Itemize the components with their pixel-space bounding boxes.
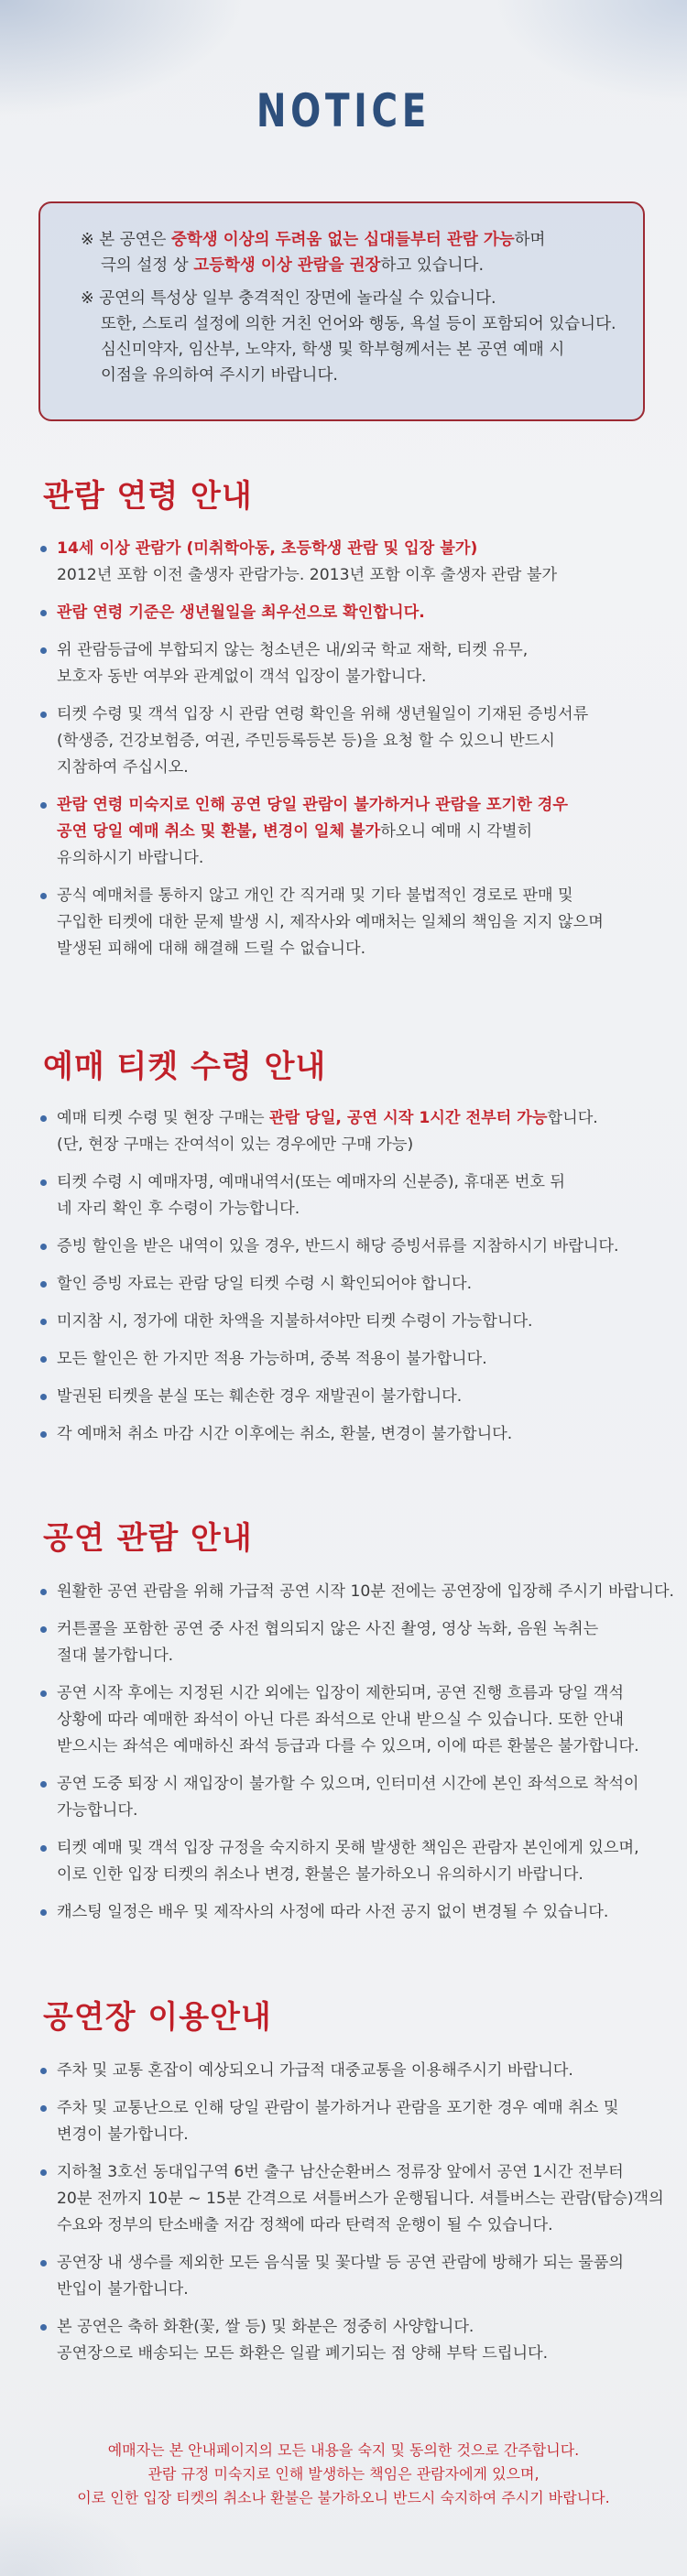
bullet-icon: [40, 2169, 47, 2176]
bullet-icon: [40, 1281, 47, 1288]
bullet-icon: [40, 2068, 47, 2074]
ticket-list: [38, 1105, 671, 1459]
bullet-icon: [40, 546, 47, 552]
bullet-icon: [40, 1589, 47, 1595]
notice-item-age: ※ 본 공연은 중학생 이상의 두려움 없는 십대들부터 관람 가능하며 극의 설정 상 고등학생 이상 관람을 권장하고 있습니다.: [81, 231, 546, 275]
bullet-icon: [40, 2105, 47, 2112]
list-item: 각 예매처 취소 마감 시간 이후에는 취소, 환불, 변경이 불가합니다.: [38, 1421, 671, 1448]
list-item: 주차 및 교통난으로 인해 당일 관람이 불가하거나 관람을 포기한 경우 예매 취소 및 변경이 불가합니다.: [38, 2095, 671, 2148]
bullet-icon: [40, 1179, 47, 1186]
bullet-icon: [40, 893, 47, 899]
list-item: 캐스팅 일정은 배우 및 제작사의 사정에 따라 사전 공지 없이 변경될 수 있습니다.: [38, 1899, 671, 1926]
bullet-icon: [40, 1394, 47, 1400]
bullet-icon: [40, 647, 47, 654]
list-item: 예매 티켓 수령 및 현장 구매는 관람 당일, 공연 시작 1시간 전부터 가능합니다. (단, 현장 구매는 잔여석이 있는 경우에만 구매 가능): [38, 1105, 671, 1158]
list-item: 원활한 공연 관람을 위해 가급적 공연 시작 10분 전에는 공연장에 입장해 주시기 바랍니다.: [38, 1579, 671, 1605]
watch-list: [38, 1579, 675, 1937]
bullet-icon: [40, 1431, 47, 1438]
bullet-icon: [40, 1781, 47, 1788]
bullet-icon: [40, 1115, 47, 1122]
bullet-icon: [40, 1909, 47, 1916]
list-item: 관람 연령 미숙지로 인해 공연 당일 관람이 불가하거나 관람을 포기한 경우 공연 당일 예매 취소 및 환불, 변경이 일체 불가하오니 예매 시 각별히 유의하시기 바랍니다.: [38, 792, 671, 872]
list-item: 미지참 시, 정가에 대한 차액을 지불하셔야만 티켓 수령이 가능합니다.: [38, 1309, 671, 1335]
notice-title: NOTICE: [256, 84, 431, 137]
list-item: 위 관람등급에 부합되지 않는 청소년은 내/외국 학교 재학, 티켓 유무, 보호자 동반 여부와 관계없이 객석 입장이 불가합니다.: [38, 637, 671, 690]
notice-item-content-warning: ※ 공연의 특성상 일부 충격적인 장면에 놀라실 수 있습니다. 또한, 스토리 설정에 의한 거친 언어와 행동, 욕설 등이 포함되어 있습니다. 심신미약자, 임산부, 노약자, 학생 및 학부형께서는 본 공연 예매 시 이점을 유의하여 주시기 바랍니다.: [81, 289, 616, 385]
list-item: 모든 할인은 한 가지만 적용 가능하며, 중복 적용이 불가합니다.: [38, 1346, 671, 1373]
bullet-icon: [40, 1690, 47, 1697]
section-title-age: 관람 연령 안내: [43, 478, 253, 515]
bullet-icon: [40, 610, 47, 616]
section-title-ticket: 예매 티켓 수령 안내: [43, 1049, 327, 1085]
bullet-icon: [40, 2260, 47, 2266]
bullet-icon: [40, 1845, 47, 1852]
list-item: 공식 예매처를 통하지 않고 개인 간 직거래 및 기타 불법적인 경로로 판매 및 구입한 티켓에 대한 문제 발생 시, 제작사와 예매처는 일체의 책임을 지지 않으며 발생된 피해에 대해 해결해 드릴 수 없습니다.: [38, 883, 671, 962]
list-item: 할인 증빙 자료는 관람 당일 티켓 수령 시 확인되어야 합니다.: [38, 1271, 671, 1298]
bullet-icon: [40, 1244, 47, 1250]
bullet-icon: [40, 2324, 47, 2331]
bullet-icon: [40, 1626, 47, 1633]
bullet-icon: [40, 1356, 47, 1363]
venue-list: [38, 2058, 671, 2378]
list-item: 커튼콜을 포함한 공연 중 사전 협의되지 않은 사진 촬영, 영상 녹화, 음원 녹취는 절대 불가합니다.: [38, 1616, 671, 1669]
bullet-icon: [40, 712, 47, 718]
section-title-watch: 공연 관람 안내: [43, 1520, 253, 1557]
list-item: 주차 및 교통 혼잡이 예상되오니 가급적 대중교통을 이용해주시기 바랍니다.: [38, 2058, 671, 2084]
list-item: 지하철 3호선 동대입구역 6번 출구 남산순환버스 정류장 앞에서 공연 1시간 전부터 20분 전까지 10분 ~ 15분 간격으로 셔틀버스가 운행됩니다. 셔틀버스는 관람(탑승)객의 수요와 정부의 탄소배출 저감 정책에 따라 탄력적 운행이 될 수 있습니다.: [38, 2159, 671, 2239]
footer-disclaimer: 예매자는 본 안내페이지의 모든 내용을 숙지 및 동의한 것으로 간주합니다. 관람 규정 미숙지로 인해 발생하는 책임은 관람자에게 있으며, 이로 인한 입장 티켓의 취소나 환불은 불가하오니 반드시 숙지하여 주시기 바랍니다.: [77, 2441, 610, 2506]
age-list: [38, 536, 671, 973]
list-item: 14세 이상 관람가 (미취학아동, 초등학생 관람 및 입장 불가) 2012년 포함 이전 출생자 관람가능. 2013년 포함 이후 출생자 관람 불가: [38, 536, 671, 589]
list-item: 공연장 내 생수를 제외한 모든 음식물 및 꽃다발 등 공연 관람에 방해가 되는 물품의 반입이 불가합니다.: [38, 2250, 671, 2303]
list-item: 본 공연은 축하 화환(꽃, 쌀 등) 및 화분은 정중히 사양합니다. 공연장으로 배송되는 모든 화환은 일괄 폐기되는 점 양해 부탁 드립니다.: [38, 2314, 671, 2367]
bullet-icon: [40, 802, 47, 809]
list-item: 공연 도중 퇴장 시 재입장이 불가할 수 있으며, 인터미션 시간에 본인 좌석으로 착석이 가능합니다.: [38, 1771, 671, 1824]
list-item: 관람 연령 기준은 생년월일을 최우선으로 확인합니다.: [38, 600, 671, 626]
list-item: 발권된 티켓을 분실 또는 훼손한 경우 재발권이 불가합니다.: [38, 1384, 671, 1410]
list-item: 증빙 할인을 받은 내역이 있을 경우, 반드시 해당 증빙서류를 지참하시기 바랍니다.: [38, 1234, 671, 1260]
list-item: 티켓 수령 및 객석 입장 시 관람 연령 확인을 위해 생년월일이 기재된 증빙서류 (학생증, 건강보험증, 여권, 주민등록등본 등)을 요청 할 수 있으니 반드시 지참하여 주십시오.: [38, 701, 671, 781]
bullet-icon: [40, 1319, 47, 1325]
notice-box: [38, 201, 645, 421]
section-title-venue: 공연장 이용안내: [43, 1999, 272, 2036]
list-item: 티켓 수령 시 예매자명, 예매내역서(또는 예매자의 신분증), 휴대폰 번호 뒤 네 자리 확인 후 수령이 가능합니다.: [38, 1169, 671, 1223]
list-item: 티켓 예매 및 객석 입장 규정을 숙지하지 못해 발생한 책임은 관람자 본인에게 있으며, 이로 인한 입장 티켓의 취소나 변경, 환불은 불가하오니 유의하시기 바랍니다.: [38, 1835, 671, 1888]
list-item: 공연 시작 후에는 지정된 시간 외에는 입장이 제한되며, 공연 진행 흐름과 당일 객석 상황에 따라 예매한 좌석이 아닌 다른 좌석으로 안내 받으실 수 있습니다. 또한 안내 받으시는 좌석은 예매하신 좌석 등급과 다를 수 있으며, 이에 따른 환불은 불가합니다.: [38, 1680, 671, 1760]
